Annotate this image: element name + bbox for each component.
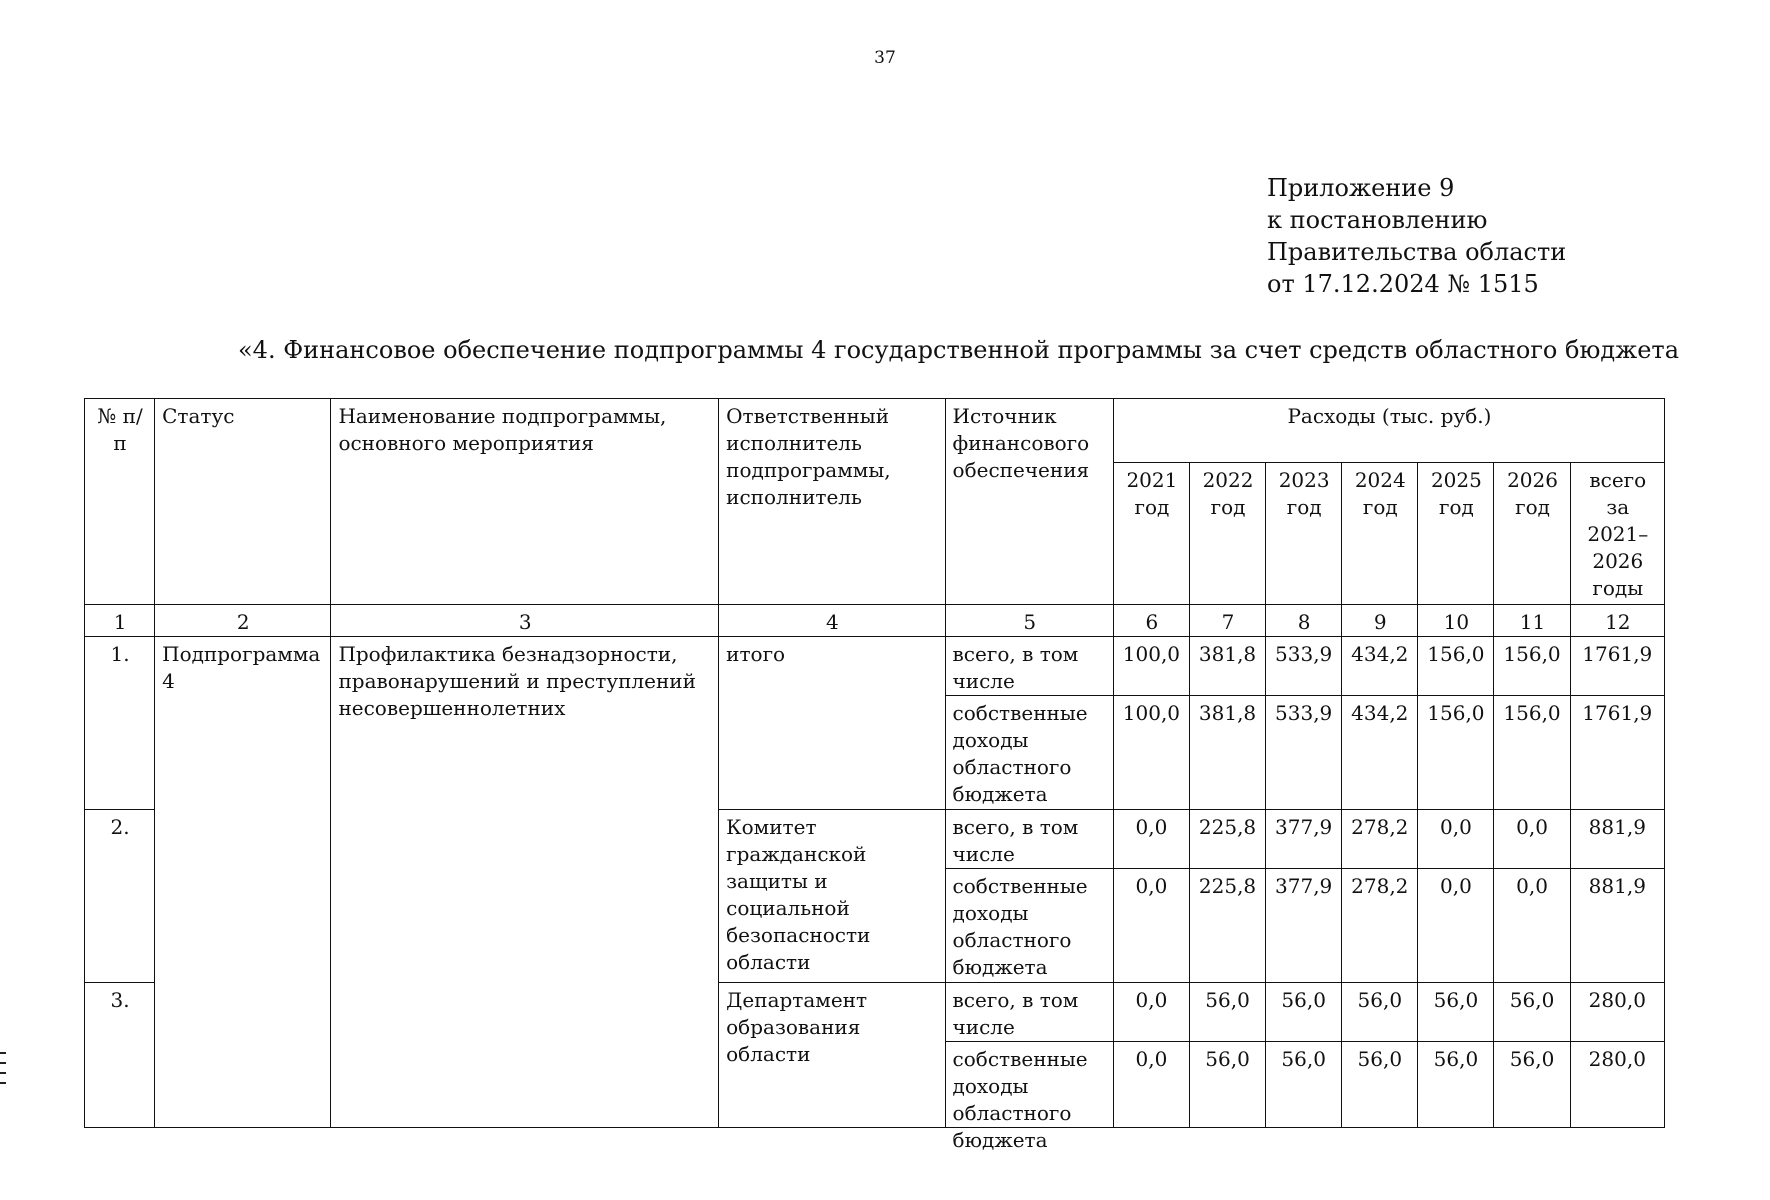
value-cell: 280,0 (1570, 983, 1664, 1042)
header-year-2021: 2021 год (1113, 463, 1189, 605)
col-number: 8 (1266, 605, 1342, 637)
document-title: «4. Финансовое обеспечение подпрограммы 4 государственной программы за счет средств областного бюджета (238, 336, 1679, 364)
col-number: 1 (85, 605, 155, 637)
appendix-line-2: к постановлению (1267, 206, 1488, 234)
value-cell: 0,0 (1113, 869, 1189, 983)
value-cell: 56,0 (1418, 1042, 1494, 1128)
source-total-label: всего, в том числе (945, 983, 1113, 1042)
row-num: 2. (85, 810, 155, 983)
row-num: 1. (85, 637, 155, 810)
value-cell: 56,0 (1418, 983, 1494, 1042)
source-total-label: всего, в том числе (945, 810, 1113, 869)
value-cell: 0,0 (1418, 810, 1494, 869)
value-cell: 1761,9 (1570, 696, 1664, 810)
value-cell: 278,2 (1342, 869, 1418, 983)
col-number: 10 (1418, 605, 1494, 637)
scan-margin-marks (0, 1052, 6, 1092)
value-cell: 1761,9 (1570, 637, 1664, 696)
col-number: 7 (1189, 605, 1265, 637)
header-year-2025: 2025 год (1418, 463, 1494, 605)
header-year-2024: 2024 год (1342, 463, 1418, 605)
value-cell: 881,9 (1570, 869, 1664, 983)
header-row (85, 399, 1665, 463)
status-cell: Подпрограмма 4 (155, 637, 331, 1128)
col-number: 2 (155, 605, 331, 637)
source-own-label: собственные доходы областного бюджета (945, 869, 1113, 983)
table-row (85, 637, 1665, 696)
value-cell: 156,0 (1494, 637, 1570, 696)
value-cell: 381,8 (1189, 637, 1265, 696)
executor-cell: Департамент образования области (719, 983, 945, 1128)
value-cell: 56,0 (1342, 1042, 1418, 1128)
header-status: Статус (155, 399, 331, 605)
value-cell: 56,0 (1494, 983, 1570, 1042)
page-number: 37 (874, 48, 896, 68)
col-number: 6 (1113, 605, 1189, 637)
executor-cell: Комитет гражданской защиты и социальной безопасности области (719, 810, 945, 983)
value-cell: 381,8 (1189, 696, 1265, 810)
value-cell: 533,9 (1266, 696, 1342, 810)
scan-mark (0, 1052, 6, 1054)
header-total: всего за 2021– 2026 годы (1570, 463, 1664, 605)
value-cell: 56,0 (1189, 1042, 1265, 1128)
scan-mark (0, 1072, 6, 1074)
col-number: 11 (1494, 605, 1570, 637)
value-cell: 533,9 (1266, 637, 1342, 696)
source-total-label: всего, в том числе (945, 637, 1113, 696)
value-cell: 100,0 (1113, 696, 1189, 810)
subprogram-name-cell: Профилактика безнадзорности, правонарушений и преступлений несовершеннолетних (331, 637, 719, 1128)
header-executor: Ответственный исполнитель подпрограммы, исполнитель (719, 399, 945, 605)
value-cell: 0,0 (1494, 869, 1570, 983)
value-cell: 156,0 (1418, 637, 1494, 696)
row-num: 3. (85, 983, 155, 1128)
executor-cell: итого (719, 637, 945, 810)
value-cell: 434,2 (1342, 637, 1418, 696)
appendix-line-4: от 17.12.2024 № 1515 (1267, 270, 1539, 298)
value-cell: 56,0 (1342, 983, 1418, 1042)
source-own-label (945, 1042, 1113, 1152)
header-year-2023: 2023 год (1266, 463, 1342, 605)
value-cell: 0,0 (1113, 810, 1189, 869)
appendix-line-1: Приложение 9 (1267, 174, 1455, 202)
header-name: Наименование подпрограммы, основного мероприятия (331, 399, 719, 605)
col-number: 12 (1570, 605, 1664, 637)
value-cell: 225,8 (1189, 810, 1265, 869)
header-num: № п/п (85, 399, 155, 605)
value-cell: 0,0 (1494, 810, 1570, 869)
value-cell: 100,0 (1113, 637, 1189, 696)
appendix-line-3: Правительства области (1267, 238, 1567, 266)
scan-mark (0, 1062, 6, 1064)
value-cell: 377,9 (1266, 810, 1342, 869)
value-cell: 377,9 (1266, 869, 1342, 983)
source-own-label: собственные доходы областного бюджета (945, 696, 1113, 810)
col-number: 3 (331, 605, 719, 637)
value-cell: 0,0 (1113, 983, 1189, 1042)
financing-table (84, 398, 1665, 1152)
header-expenses: Расходы (тыс. руб.) (1113, 399, 1664, 463)
value-cell: 156,0 (1494, 696, 1570, 810)
header-source: Источник финансового обеспечения (945, 399, 1113, 605)
value-cell: 56,0 (1266, 1042, 1342, 1128)
col-number: 5 (945, 605, 1113, 637)
scan-mark (0, 1082, 6, 1084)
value-cell: 0,0 (1113, 1042, 1189, 1128)
value-cell: 434,2 (1342, 696, 1418, 810)
value-cell: 156,0 (1418, 696, 1494, 810)
source-own-label-text: собственные доходы областного бюджета (952, 1047, 1088, 1152)
col-number: 9 (1342, 605, 1418, 637)
value-cell: 0,0 (1418, 869, 1494, 983)
column-numbers-row (85, 605, 1665, 637)
header-year-2022: 2022 год (1189, 463, 1265, 605)
value-cell: 280,0 (1570, 1042, 1664, 1128)
value-cell: 56,0 (1494, 1042, 1570, 1128)
col-number: 4 (719, 605, 945, 637)
value-cell: 278,2 (1342, 810, 1418, 869)
value-cell: 56,0 (1189, 983, 1265, 1042)
header-year-2026: 2026 год (1494, 463, 1570, 605)
appendix-block (1267, 172, 1566, 300)
value-cell: 56,0 (1266, 983, 1342, 1042)
value-cell: 881,9 (1570, 810, 1664, 869)
value-cell: 225,8 (1189, 869, 1265, 983)
